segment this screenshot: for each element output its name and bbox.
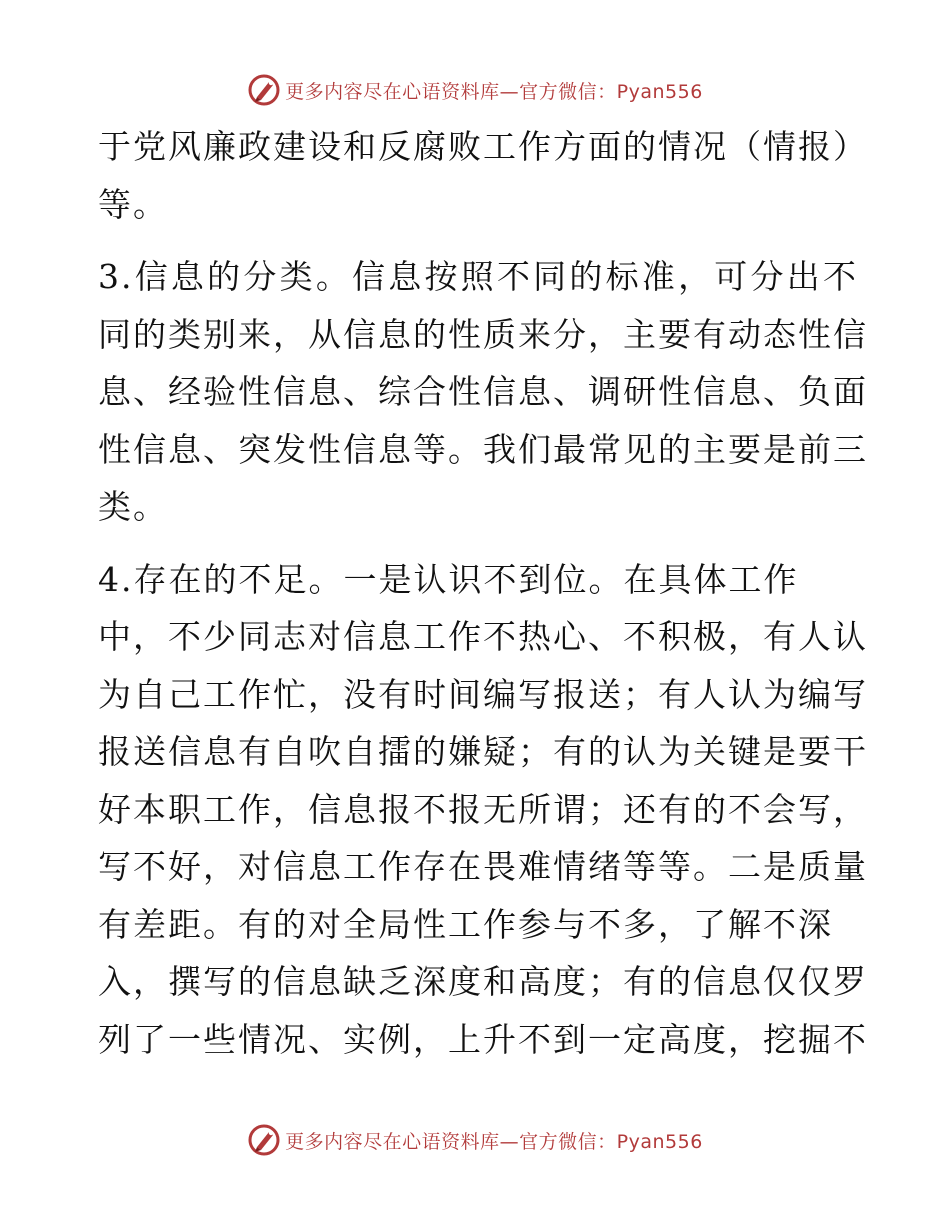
pen-seal-icon (247, 73, 281, 107)
text-line: 同的类别来，从信息的性质来分，主要有动态性信 (98, 314, 868, 354)
text-line: 列了一些情况、实例，上升不到一定高度，挖掘不 (98, 1019, 868, 1059)
text-line: 3.信息的分类。信息按照不同的标准，可分出不 (98, 257, 858, 296)
text-line: 息、经验性信息、综合性信息、调研性信息、负面 (98, 372, 868, 411)
text-line: 4.存在的不足。一是认识不到位。在具体工作 (98, 559, 799, 599)
text-line: 性信息、突发性信息等。我们最常见的主要是前三 (98, 429, 868, 469)
paragraph (98, 551, 868, 1069)
text-line: 为自己工作忙，没有时间编写报送；有人认为编写 (98, 674, 868, 714)
text-line: 于党风廉政建设和反腐败工作方面的情况（情报） (98, 127, 868, 166)
text-line: 中，不少同志对信息工作不热心、不积极，有人认 (98, 617, 868, 656)
text-line: 类。 (98, 487, 168, 526)
text-line: 写不好，对信息工作存在畏难情绪等等。二是质量 (98, 847, 868, 886)
pen-seal-icon (247, 1123, 281, 1157)
paragraph (98, 248, 868, 536)
banner-text: 更多内容尽在心语资料库—官方微信：Pyan556 (285, 1130, 703, 1153)
text-line: 等。 (98, 184, 168, 224)
text-line: 好本职工作，信息报不报无所谓；还有的不会写， (98, 789, 868, 829)
header-banner (0, 70, 950, 110)
document-body (98, 118, 868, 1068)
paragraph (98, 118, 868, 233)
text-line: 入，撰写的信息缺乏深度和高度；有的信息仅仅罗 (98, 962, 868, 1001)
banner-text: 更多内容尽在心语资料库—官方微信：Pyan556 (285, 80, 703, 103)
footer-banner (0, 1120, 950, 1160)
text-line: 报送信息有自吹自擂的嫌疑；有的认为关键是要干 (98, 732, 868, 771)
text-line: 有差距。有的对全局性工作参与不多，了解不深 (98, 904, 833, 944)
